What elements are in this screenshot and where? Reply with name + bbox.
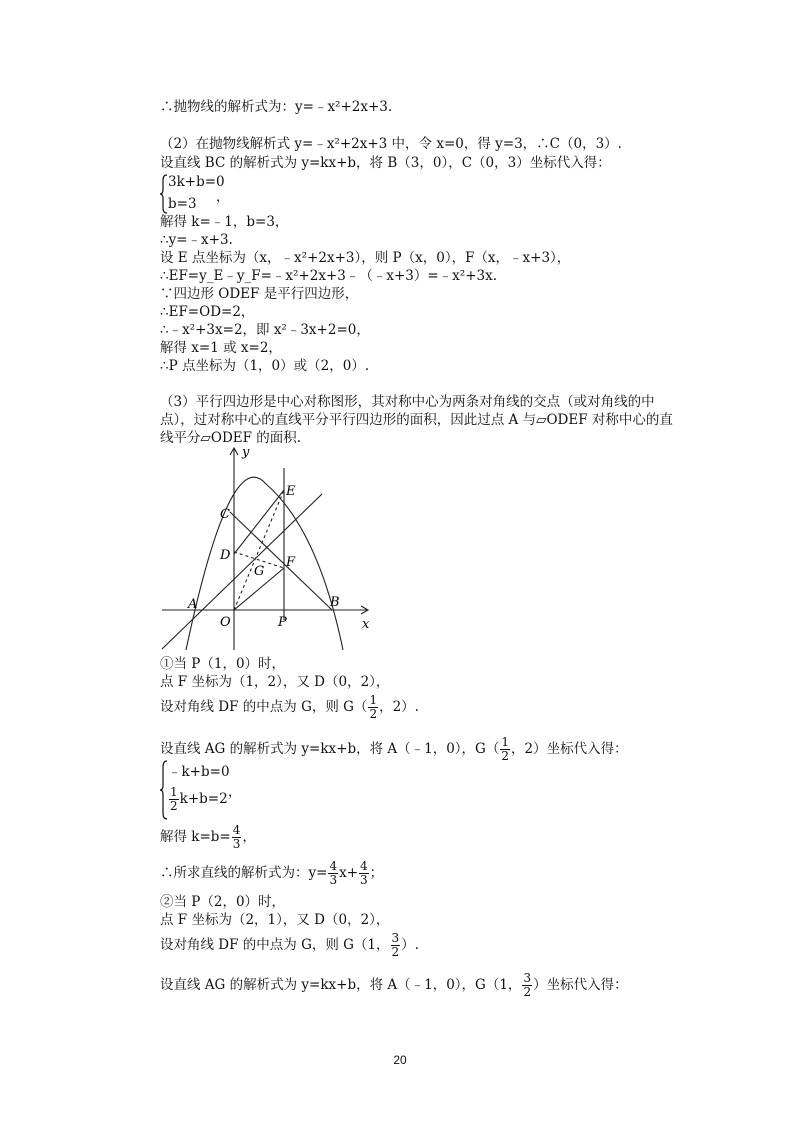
equation-system-bc — [160, 174, 280, 214]
system-row-1: 3k+b=0 — [168, 174, 225, 190]
label-x: x — [362, 617, 370, 632]
text-ag-intro: 设直线 AG 的解析式为 y=kx+b，将 A（﹣1，0），G（ — [160, 741, 500, 757]
label-e: E — [286, 484, 296, 499]
line-part3-3: 线平分▱ODEF 的面积. — [160, 430, 302, 446]
line-oe-dashed — [234, 490, 284, 610]
line-bc-setup: 设直线 BC 的解析式为 y=kx+b，将 B（3，0），C（0，3）坐标代入得： — [160, 155, 611, 171]
fraction-four-thirds: $\frac{4}{3}$ — [232, 823, 241, 851]
line-parabola-result: ∴抛物线的解析式为：y=﹣x²+2x+3. — [160, 99, 393, 115]
system-row-2: b=3 — [168, 196, 197, 212]
line-case1-result: ∴所求直线的解析式为：y= $\frac{4}{3}$ x+ $\frac{4}{3}$ ； — [160, 859, 384, 887]
system-comma: ， — [216, 189, 230, 205]
label-b: B — [330, 595, 340, 610]
line-part3-2: 点），过对称中心的直线平分平行四边形的面积，因此过点 A 与▱ODEF 对称中心的直 — [160, 412, 673, 428]
label-p: P — [278, 615, 287, 630]
label-o: O — [220, 615, 231, 630]
page-number: 20 — [393, 1053, 407, 1067]
label-f: F — [286, 555, 296, 570]
line-case2-g: 设对角线 DF 的中点为 G，则 G（1， $\frac{3}{2}$ ）. — [160, 931, 419, 959]
fraction-three-halves-2: $\frac{3}{2}$ — [523, 971, 532, 999]
text-g-intro: 设对角线 DF 的中点为 G，则 G（ — [160, 699, 368, 715]
brace-icon — [160, 174, 168, 214]
line-de — [234, 490, 284, 554]
label-g: G — [254, 564, 265, 579]
fraction-one-half-3: $\frac{1}{2}$ — [170, 785, 178, 813]
fraction-one-half: $\frac{1}{2}$ — [369, 693, 378, 721]
label-a: A — [188, 597, 198, 612]
line-part3-1: （3）平行四边形是中心对称图形，其对称中心为两条对角线的交点（或对角线的中 — [160, 394, 655, 410]
line-part2-intro: （2）在抛物线解析式 y=﹣x²+2x+3 中，令 x=0，得 y=3，∴C（0，3）. — [160, 136, 622, 152]
line-case2-ag: 设直线 AG 的解析式为 y=kx+b，将 A（﹣1，0），G（1， $\frac{3}{2}$ ）坐标代入得： — [160, 971, 628, 999]
line-case2-f: 点 F 坐标为（2，1），又 D（0，2）， — [160, 912, 390, 928]
system-comma: ， — [228, 784, 242, 800]
line-case1-ag — [160, 736, 628, 763]
equation-system-ag — [160, 760, 300, 822]
line-case1: ①当 P（1，0）时， — [160, 656, 286, 672]
line-ef-od: ∴EF=OD=2， — [160, 304, 255, 320]
text-g-end: ，2）. — [379, 699, 419, 715]
brace-icon — [160, 760, 168, 820]
line-quadratic: ∴﹣x²+3x=2，即 x²﹣3x+2=0， — [160, 322, 370, 338]
line-parallelogram: ∵四边形 ODEF 是平行四边形， — [160, 286, 359, 302]
fraction-four-thirds-3: $\frac{4}{3}$ — [360, 859, 368, 887]
line-case1-solve: 解得 k=b= $\frac{4}{3}$ ， — [160, 823, 256, 851]
geometry-figure — [158, 444, 380, 652]
line-solve-kb: 解得 k=﹣1，b=3， — [160, 214, 289, 230]
fraction-one-half-2: $\frac{1}{2}$ — [501, 735, 509, 763]
label-y: y — [242, 445, 250, 460]
parabola — [186, 477, 343, 650]
line-ag — [162, 494, 322, 649]
line-roots: 解得 x=1 或 x=2， — [160, 340, 282, 356]
text-ag-end: ，2）坐标代入得： — [511, 741, 628, 757]
label-d: D — [220, 548, 231, 563]
line-case1-g — [160, 694, 419, 721]
fraction-four-thirds-2: $\frac{4}{3}$ — [329, 859, 338, 887]
line-p-coords: ∴P 点坐标为（1，0）或（2，0）. — [160, 358, 370, 374]
line-case2: ②当 P（2，0）时， — [160, 894, 286, 910]
line-bc-result: ∴y=﹣x+3. — [160, 232, 233, 248]
line-ef-length: ∴EF=y_E﹣y_F=﹣x²+2x+3﹣（﹣x+3）=﹣x²+3x. — [160, 268, 498, 284]
label-c: C — [220, 507, 230, 522]
line-case1-f: 点 F 坐标为（1，2），又 D（0，2）， — [160, 674, 390, 690]
line-e-coords: 设 E 点坐标为（x，﹣x²+2x+3），则 P（x，0），F（x，﹣x+3）， — [160, 250, 571, 266]
system-row-1: ﹣k+b=0 — [168, 764, 230, 780]
system-row-2: $\frac{1}{2}$ k+b=2 — [170, 785, 228, 813]
fraction-three-halves: $\frac{3}{2}$ — [391, 931, 400, 959]
